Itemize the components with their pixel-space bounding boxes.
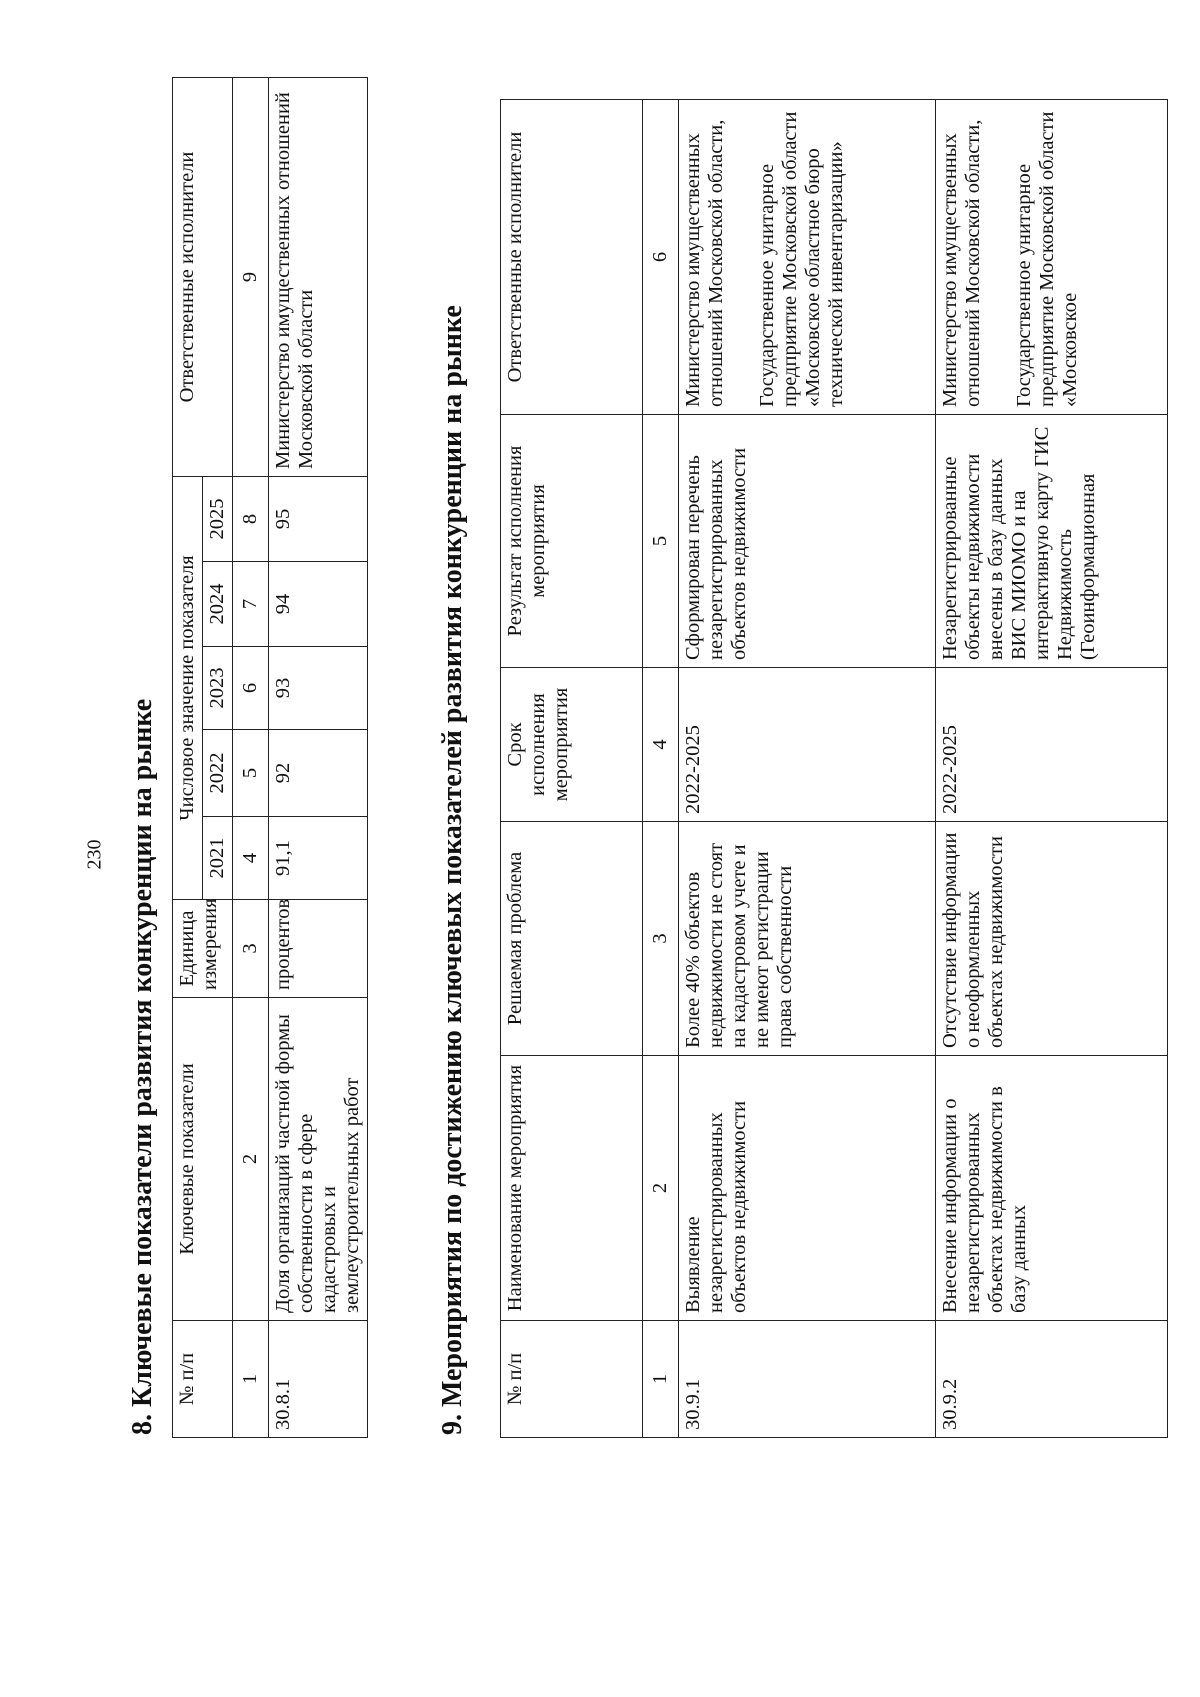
row-value: 91,1 [268,817,367,900]
column-number-row [643,100,679,1438]
table-row [935,100,1167,1438]
row-value: 93 [268,647,367,730]
executor-ministry: Министерство имущественных отношений Московской области, [938,119,984,407]
row-value: 94 [268,562,367,647]
header-result: Результат исполнения мероприятия [501,415,643,668]
row-value: 92 [268,730,367,817]
executor-bti: Государственное унитарное предприятие Московской области «Московское областное бюро технической инвентаризации» [755,111,847,407]
column-number: 4 [643,668,679,822]
header-executors: Ответственные исполнители [501,100,643,415]
row-indicator: Доля организаций частной формы собственности в сфере кадастровых и землеустроительных работ [268,998,367,1321]
section-9-title: 9. Мероприятия по достижению ключевых показателей развития конкуренции на рынке [437,305,468,1435]
row-executors [935,100,1167,415]
executor-bti: Государственное унитарное предприятие Московской области «Московское [1012,111,1081,407]
row-term: 2022-2025 [935,668,1167,822]
header-name: Наименование мероприятия [501,1056,643,1321]
header-num: № п/п [173,1321,233,1438]
row-problem: Отсутствие информации о неоформленных объектах недвижимости [935,822,1167,1056]
header-year: 2025 [202,476,232,561]
header-year: 2023 [202,647,232,730]
column-number: 2 [232,998,268,1321]
header-indicators: Ключевые показатели [173,998,233,1321]
row-num: 30.9.1 [678,1321,935,1438]
row-name: Выявление незарегистрированных объектов недвижимости [678,1056,935,1321]
header-unit: Единица измерения [173,900,233,998]
table-row [678,100,935,1438]
column-number: 9 [232,77,268,476]
header-term: Срок исполнения мероприятия [501,668,643,822]
header-year: 2022 [202,730,232,817]
row-result: Незарегистрированные объекты недвижимости внесены в базу данных ВИС МИОМО и на интерактивную карту ГИС Недвижимость (Геоинформационная [935,415,1167,668]
column-number: 7 [232,562,268,647]
table-row [268,77,367,1437]
row-term: 2022-2025 [678,668,935,822]
measures-table [500,99,1168,1438]
column-number: 8 [232,476,268,561]
column-number: 5 [232,730,268,817]
column-number: 4 [232,817,268,900]
row-result: Сформирован перечень незарегистрированных объектов недвижимости [678,415,935,668]
executor-ministry: Министерство имущественных отношений Московской области, [681,119,727,407]
column-number: 1 [643,1321,679,1438]
key-indicators-table [172,77,368,1438]
section-8-title: 8. Ключевые показатели развития конкуренции на рынке [127,698,158,1435]
row-name: Внесение информации о незарегистрированных объектах недвижимости в базу данных [935,1056,1167,1321]
header-year: 2021 [202,817,232,900]
row-executors [678,100,935,415]
row-executors: Министерство имущественных отношений Московской области [268,77,367,476]
column-number: 3 [232,900,268,998]
header-executors: Ответственные исполнители [173,77,233,476]
row-unit: процентов [268,900,367,998]
row-value: 95 [268,476,367,561]
header-row [501,100,643,1438]
row-num: 30.8.1 [268,1321,367,1438]
row-num: 30.9.2 [935,1321,1167,1438]
header-problem: Решаемая проблема [501,822,643,1056]
column-number: 3 [643,822,679,1056]
header-row [173,77,203,1437]
column-number-row [232,77,268,1437]
row-problem: Более 40% объектов недвижимости не стоят на кадастровом учете и не имеют регистрации права собственности [678,822,935,1056]
column-number: 5 [643,415,679,668]
column-number: 6 [232,647,268,730]
header-year: 2024 [202,562,232,647]
header-value: Числовое значение показателя [173,476,203,899]
column-number: 6 [643,100,679,415]
header-num: № п/п [501,1321,643,1438]
page-number: 230 [83,839,106,870]
column-number: 1 [232,1321,268,1438]
column-number: 2 [643,1056,679,1321]
